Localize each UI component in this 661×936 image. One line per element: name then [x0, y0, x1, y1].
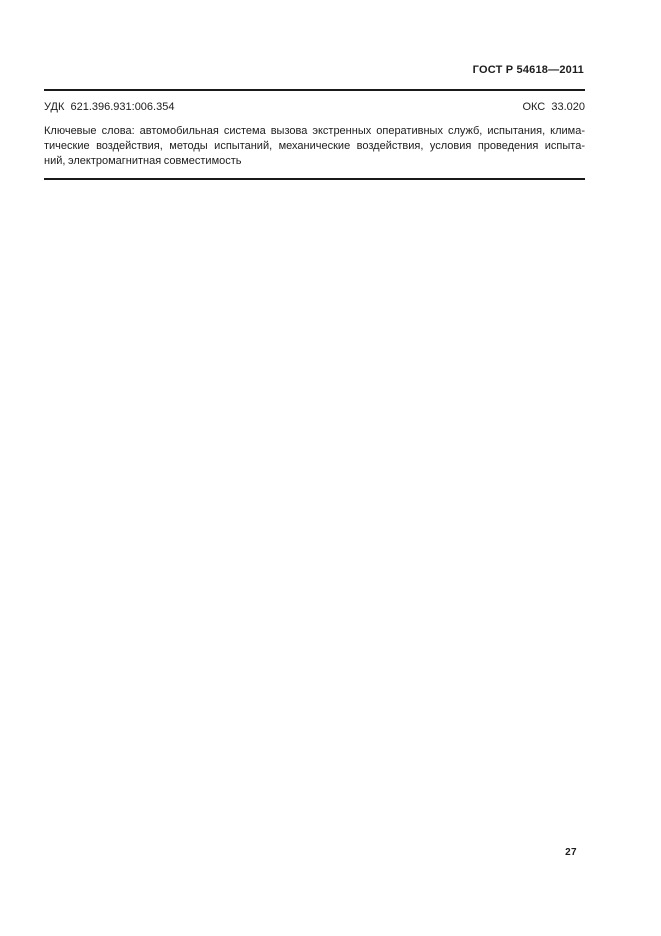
end-of-document-rule — [44, 178, 585, 180]
udk-code: УДК 621.396.931:006.354 — [44, 101, 175, 113]
keywords-paragraph — [44, 124, 585, 169]
keywords-line-3: ний, электромагнитная совместимость — [44, 155, 242, 167]
page-number: 27 — [565, 847, 577, 858]
header-rule — [44, 89, 585, 91]
oks-code: ОКС 33.020 — [522, 101, 585, 113]
keywords-line-2: тические воздействия, методы испытаний, механические воздействия, условия проведения испыта- — [44, 140, 585, 152]
standard-number: ГОСТ Р 54618—2011 — [472, 64, 584, 76]
keywords-line-1: Ключевые слова: автомобильная система вызова экстренных оперативных служб, испытания, клима- — [44, 125, 585, 137]
classification-row — [44, 101, 585, 113]
